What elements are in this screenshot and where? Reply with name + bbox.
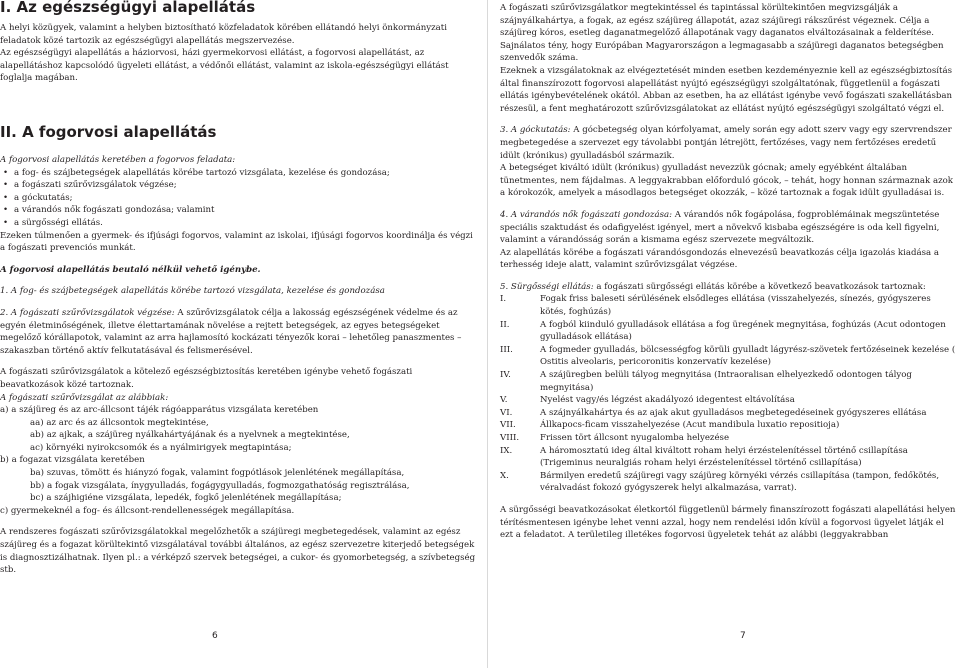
item-heading: 4. A várandós nők fogászati gondozása:	[500, 209, 673, 220]
page-number: 7	[740, 631, 746, 641]
list-item	[500, 407, 958, 420]
paragraph: A rendszeres fogászati szűrővizsgálatokkal megelőzhetők a szájüregi megbetegedések, valamint az egész szájüreg és a fogazat körültekintő vizsgálatával további általános, az egész szervezetre kiterjedő betegségek is diagnosztizálhatnak. Ilyen pl.: a vérképző szervek betegségei, a cukor- és gyomorbetegség, a szívbetegség stb.	[0, 527, 476, 576]
emergency-list	[500, 293, 958, 495]
intro-italic: A fogorvosi alapellátás keretében a fogorvos feladata:	[0, 155, 236, 165]
section-heading-2: II. A fogorvosi alapellátás	[0, 123, 217, 141]
roman-numeral: III.	[500, 344, 513, 355]
list-item: a) a szájüreg és az arc-állcsont tájék rágóapparátus vizsgálata keretében	[0, 405, 319, 416]
list-item: ac) környéki nyirokcsomók és a nyálmirigyek megtapintása;	[30, 442, 292, 453]
list-text: A háromosztatú ideg által kiváltott roham helyi érzéstelenítéssel történő csillapítása (Trigeminus neuralgiás roham helyi érzéstelenítéssel történő csillapítása)	[540, 445, 908, 469]
list-text: Állkapocs-ficam visszahelyezése (Acut mandibula luxatio repositioja)	[540, 420, 840, 431]
paragraph: Az egészségügyi alapellátás a háziorvosi, házi gyermekorvosi ellátást, a fogorvosi alapellátást, az alapellátáshoz kapcsolódó ügyeleti ellátást, a védőnői ellátást, valamint az iskola-egészségügyi ellátást foglalja magában.	[0, 48, 449, 84]
list-item: • a fog- és szájbetegségek alapellátás körébe tartozó vizsgálata, kezelése és gondozása;	[0, 167, 478, 180]
task-list	[0, 167, 478, 230]
numbered-item-2	[0, 307, 478, 357]
list-text: A szájnyálkahártya és az ajak akut gyulladásos megbetegedéseinek gyógyszeres ellátása	[540, 407, 927, 418]
list-item: c) gyermekeknél a fog- és állcsont-rendellenességek megállapítása.	[0, 505, 295, 516]
roman-numeral: I.	[500, 294, 507, 305]
list-item	[500, 419, 958, 432]
paragraph: A sürgősségi beavatkozásokat életkortól függetlenül bármely finanszírozott fogászati alapellátási helyen térítésmentesen igénybe lehet venni azzal, hogy nem rendelési időn kívül a fogorvosi ügyelet látják el ezt a feladatot. A területileg illetékes fogorvosi ügyeletek tehát az alábbi (leggyakrabban	[500, 504, 956, 541]
list-text: A fogmeder gyulladás, bölcsességfog körüli gyulladt lágyrész-szövetek fertőzéseinek kezelése ( Ostitis alveolaris, pericoronitis konzervatív kezelése)	[540, 344, 956, 368]
paragraph: Ezeken túlmenően a gyermek- és ifjúsági fogorvos, valamint az iskolai, ifjúsági fogorvos koordinálja és végzi a fogászati prevenciós munkát.	[0, 230, 473, 254]
paragraph: A betegséget kiváltó idült (krónikus) gyulladást nevezzük gócnak; amely egyébként általában tünetmentes, nem fájdalmas. A leggyakrabban előforduló gócok, – tehát, hogy honnan származnak azok a kórokozók, amelyek a másodlagos betegséget okozzák, – közé tartoznak a fogak idült gyulladásai is.	[500, 163, 954, 199]
numbered-item-3	[500, 124, 958, 162]
paragraph: A fogászati szűrővizsgálatok a kötelező egészségbiztosítás keretében igénybe vehető fogászati beavatkozások közé tartoznak.	[0, 367, 413, 390]
intro-paragraphs	[0, 22, 478, 85]
list-text: A szájüregben belüli tályog megnyitása (Intraoralisan elhelyezkedő odontogen tályog megnyitása)	[540, 370, 912, 393]
numbered-item-5	[500, 281, 958, 294]
roman-numeral: VII.	[500, 420, 516, 431]
item-body: A gócbetegség olyan kórfolyamat, amely során egy adott szerv vagy egy szervrendszer megbetegedése a szervezet egy távolabbi pontján létrejött, fertőzéses, vagy nem fertőzéses eredetű idült (krónikus) gyulladásból származik.	[500, 125, 952, 161]
list-text: Fogak friss baleseti sérülésének elsődleges ellátása (visszahelyezés, sínezés, gyógyszeres kötés, foghúzás)	[540, 294, 931, 318]
list-item	[500, 432, 958, 445]
dental-care-section	[0, 154, 478, 577]
list-item: • a fogászati szűrővizsgálatok végzése;	[0, 179, 478, 192]
list-text: Bármilyen eredetű szájüregi vagy szájüreg környéki vérzés csillapítása (tampon, fedőkötés, véralvadást fokozó gyógyszerek helyi alkalmazása, varrat).	[540, 470, 940, 494]
list-item	[500, 394, 958, 407]
list-item	[500, 319, 958, 344]
list-intro: A fogászati szűrővizsgálat az alábbiak:	[0, 392, 169, 403]
column-divider	[487, 0, 488, 668]
list-item: aa) az arc és az állcsontok megtekintése,	[30, 417, 209, 428]
paragraph: A helyi közügyek, valamint a helyben biztosítható közfeladatok körében ellátandó helyi önkormányzati feladatok közé tartozik az egészségügyi alapellátás megszervezése.	[0, 23, 447, 46]
list-item: ab) az ajkak, a szájüreg nyálkahártyájának és a nyelvnek a megtekintése,	[30, 430, 350, 441]
list-item	[500, 470, 958, 495]
section-heading-1: I. Az egészségügyi alapellátás	[0, 0, 256, 16]
paragraph: A fogászati szűrővizsgálatkor megtekintéssel és tapintással körültekintően megvizsgálják a szájnyálkahártya, a fogak, az egész szájüreg állapotát, azaz szájüregi rákszűrést végeznek. Célja a szájüreg kóros, esetleg daganatmegelőző állapotának vagy daganatos elváltozásainak a felderítése. Sajnálatos tény, hogy Európában Magyarországon a legmagasabb a szájüregi daganatos betegségben szenvedők száma.	[500, 3, 944, 64]
list-text: Frissen tört állcsont nyugalomba helyezése	[540, 433, 730, 443]
item-body: A szűrővizsgálatok célja a lakosság egészségének védelme és az egyén életminőségének, illetve élettartamának növelése a rejtett betegségek, az egyes betegségeket megelőző kórállapotok, valamint az arra hajlamosító kockázati tényezők korai – lehetőleg panaszmentes – szakaszban történő aktív felkutatásával és felismerésével.	[0, 307, 462, 356]
list-text: Nyelést vagy/és légzést akadályozó idegentest eltávolítása	[540, 395, 795, 406]
list-item: b) a fogazat vizsgálata keretében	[0, 455, 145, 466]
numbered-item-4	[500, 209, 958, 247]
list-item: bb) a fogak vizsgálata, ínygyulladás, fogágygyulladás, fogmozgathatóság regisztrálása,	[30, 480, 410, 491]
list-item	[500, 344, 958, 369]
item-body: a fogászati sürgősségi ellátás körébe a következő beavatkozások tartoznak:	[596, 281, 926, 292]
numbered-item-1: 1. A fog- és szájbetegségek alapellátás körébe tartozó vizsgálata, kezelése és gondozása	[0, 286, 385, 297]
list-item: bc) a szájhigiéne vizsgálata, lepedék, fogkő jelenlétének megállapítása;	[30, 493, 342, 504]
list-item	[500, 293, 958, 318]
roman-numeral: V.	[500, 395, 508, 406]
page-number: 6	[212, 631, 218, 641]
list-item	[500, 369, 958, 394]
item-heading: 2. A fogászati szűrővizsgálatok végzése:	[0, 307, 175, 318]
item-body: A várandós nők fogápolása, fogproblémáinak megszüntetése speciális szaktudást és odafigyelést igényel, mert a növekvő kisbaba egészségére is oda kell figyelni, valamint a várandósság során a kismama egész szervezete megváltozik.	[500, 209, 940, 246]
roman-numeral: II.	[500, 319, 510, 330]
roman-numeral: IV.	[500, 370, 511, 381]
bold-italic-note: A fogorvosi alapellátás beutaló nélkül vehető igénybe.	[0, 264, 261, 275]
paragraph: Ezeknek a vizsgálatoknak az elvégeztetését minden esetben kezdeményeznie kell az egészségbiztosítás által finanszírozott fogorvosi alapellátást nyújtó egészségügyi szolgáltatónak, függetlenül a fogászati ellátás igénybevételének okától. Abban az esetben, ha az ellátást igénybe vevő fogászati szakellátásban részesül, a fent meghatározott szűrővizsgálatokat az ellátást nyújtó egészségügyi szolgáltató végzi el.	[500, 65, 953, 114]
list-item: ba) szuvas, tömött és hiányzó fogak, valamint fogpótlások jelenlétének megállapítása,	[30, 468, 405, 479]
roman-numeral: VI.	[500, 407, 513, 418]
list-text: A fogból kiinduló gyulladások ellátása a fog üregének megnyitása, foghúzás (Acut odontogen gyulladások ellátása)	[540, 319, 946, 343]
list-item	[500, 445, 958, 470]
list-item: • a sürgősségi ellátás.	[0, 217, 478, 230]
list-item: • a góckutatás;	[0, 192, 478, 205]
item-heading: 5. Sürgősségi ellátás:	[500, 281, 594, 292]
roman-numeral: IX.	[500, 445, 513, 456]
item-heading: 3. A góckutatás:	[500, 125, 571, 136]
paragraph: Az alapellátás körébe a fogászati várandósgondozás elnevezésű beavatkozás célja igazolás kiadása a terhesség ideje alatt, valamint szűrővizsgálat végzése.	[500, 247, 939, 271]
list-item: • a várandós nők fogászati gondozása; valamint	[0, 204, 478, 217]
roman-numeral: VIII.	[500, 433, 520, 443]
roman-numeral: X.	[500, 470, 509, 481]
right-text	[500, 2, 958, 542]
